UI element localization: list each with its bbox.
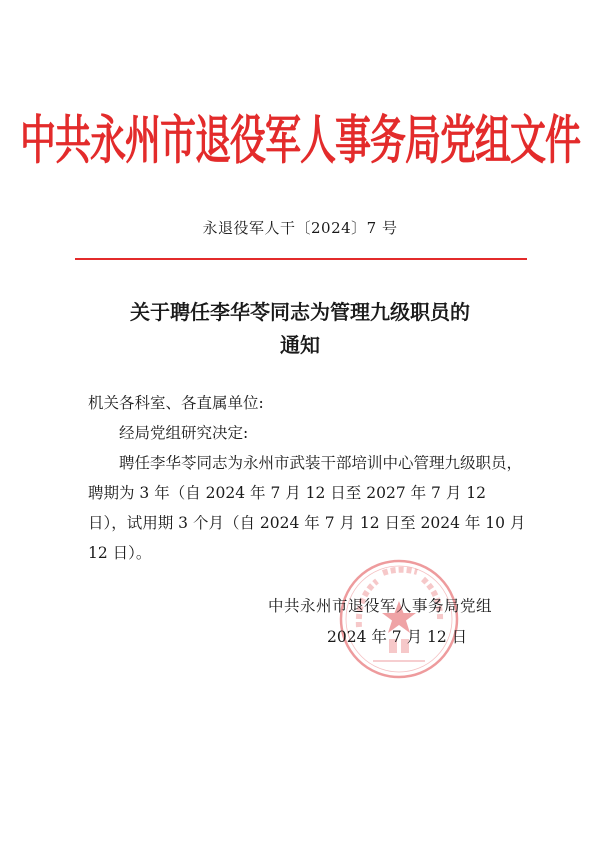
salutation: 机关各科室、各直属单位: xyxy=(88,394,264,412)
decision-intro: 经局党组研究决定: xyxy=(119,424,249,442)
signing-organization: 中共永州市退役军人事务局党组 xyxy=(268,597,493,615)
notice-body xyxy=(88,388,528,568)
notice-title-line-1: 关于聘任李华苓同志为管理九级职员的 xyxy=(130,300,470,324)
document-number: 永退役军人干〔2024〕7 号 xyxy=(202,219,398,237)
official-seal xyxy=(337,557,461,681)
red-divider-line xyxy=(75,258,527,260)
signing-date: 2024 年 7 月 12 日 xyxy=(327,628,468,646)
issuer-title: 中共永州市退役军人事务局党组文件 xyxy=(19,110,580,172)
notice-title xyxy=(0,296,600,362)
notice-title-line-2: 通知 xyxy=(280,333,320,357)
appointment-paragraph: 聘任李华苓同志为永州市武装干部培训中心管理九级职员，聘期为 3 年（自 2024 年 7 月 12 日至 2027 年 7 月 12 日），试用期 3 个月（自 2024 年 7 月 12 日至 2024 年 10 月 12 日）。 xyxy=(88,454,526,562)
